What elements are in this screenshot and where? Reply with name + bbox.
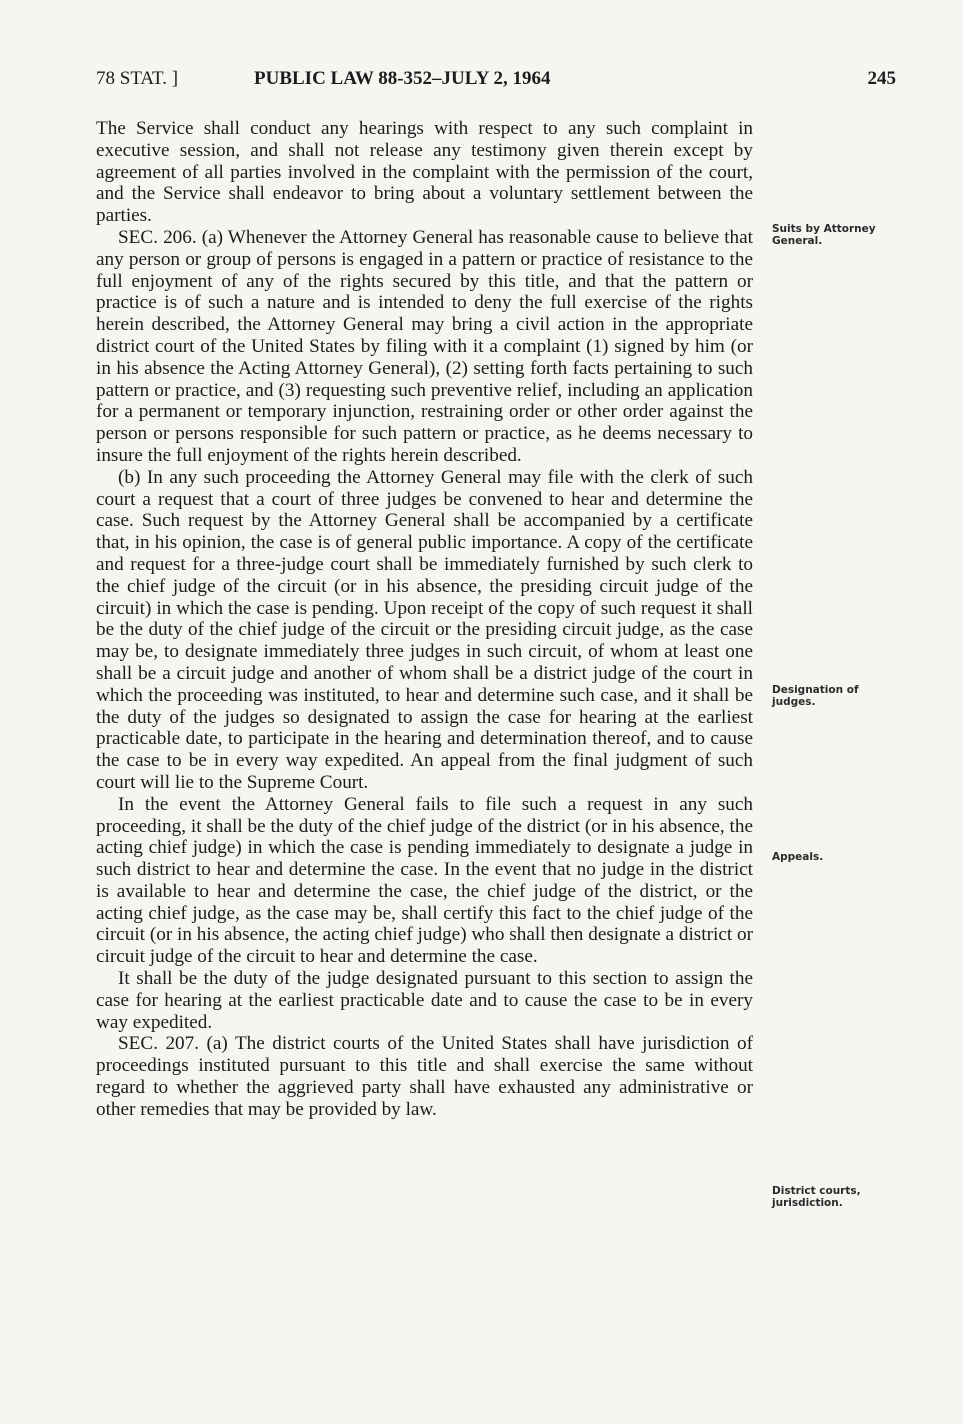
paragraph-text: (a) The district courts of the United States shall have jurisdiction of proceedings instituted pursuant to this title and shall exercise the same without regard to whether the aggrieved party shall have exhausted any administrative or other remedies that may be provided by law. [96, 1033, 753, 1120]
margin-note-designation: Designation of judges. [772, 684, 859, 708]
paragraph-expedite: It shall be the duty of the judge designated pursuant to this section to assign the case for hearing at the earliest practicable date and to cause the case to be in every way expedited. [96, 968, 753, 1033]
statute-citation: 78 STAT. ] [96, 68, 179, 89]
section-heading: SEC. 207. [118, 1033, 200, 1055]
margin-note-suits: Suits by Attorney General. [772, 223, 876, 247]
paragraph-sec-207-a [96, 1033, 753, 1120]
body-text [96, 118, 753, 1121]
paragraph-sec-206-b: (b) In any such proceeding the Attorney General may file with the clerk of such court a request that a court of three judges be convened to hear and determine the case. Such request by the Attorney General shall be accompanied by a certificate that, in his opinion, the case is of general public importance. A copy of the certificate and request for a three-judge court shall be immediately furnished by such clerk to the chief judge of the circuit (or in his absence, the presiding circuit judge of the circuit) in which the case is pending. Upon receipt of the copy of such request it shall be the duty of the chief judge of the circuit or the presiding circuit judge, as the case may be, to designate immediately three judges in such circuit, of whom at least one shall be a circuit judge and another of whom shall be a district judge of the court in which the proceeding was instituted, to hear and determine such case, and it shall be the duty of the judges so designated to assign the case for hearing at the earliest practicable date, to participate in the hearing and determination thereof, and to cause the case to be in every way expedited. An appeal from the final judgment of such court will lie to the Supreme Court. [96, 466, 753, 793]
paragraph-service-hearings: The Service shall conduct any hearings with respect to any such complaint in executive session, and shall not release any testimony given therein except by agreement of all parties involved in the complaint with the permission of the court, and the Service shall endeavor to bring about a voluntary settlement between the parties. [96, 118, 753, 227]
margin-note-district-courts: District courts, jurisdiction. [772, 1185, 861, 1209]
page-number: 245 [867, 68, 896, 89]
public-law-title: PUBLIC LAW 88-352–JULY 2, 1964 [254, 68, 551, 89]
page-header [96, 68, 896, 94]
paragraph-sec-206-a [96, 227, 753, 467]
section-heading: SEC. 206. [118, 226, 197, 248]
paragraph-district-designation: In the event the Attorney General fails to file such a request in any such proceeding, it shall be the duty of the chief judge of the district (or in his absence, the acting chief judge) in which the case is pending immediately to designate a judge in such district to hear and determine the case. In the event that no judge in the district is available to hear and determine the case, the chief judge of the district, or the acting chief judge, as the case may be, shall certify this fact to the chief judge of the circuit (or in his absence, the acting chief judge) who shall then designate a district or circuit judge of the circuit to hear and determine the case. [96, 793, 753, 968]
margin-note-appeals: Appeals. [772, 851, 824, 863]
paragraph-text: (a) Whenever the Attorney General has reasonable cause to believe that any person or group of persons is engaged in a pattern or practice of resistance to the full enjoyment of any of the rights secured by this title, and that the pattern or practice is of such a nature and is intended to deny the full exercise of the rights herein described, the Attorney General may bring a civil action in the appropriate district court of the United States by filing with it a complaint (1) signed by him (or in his absence the Acting Attorney General), (2) setting forth facts pertaining to such pattern or practice, and (3) requesting such preventive relief, including an application for a permanent or temporary injunction, restraining order or other order against the person or persons responsible for such pattern or practice, as he deems necessary to insure the full enjoyment of the rights herein described. [96, 226, 753, 466]
